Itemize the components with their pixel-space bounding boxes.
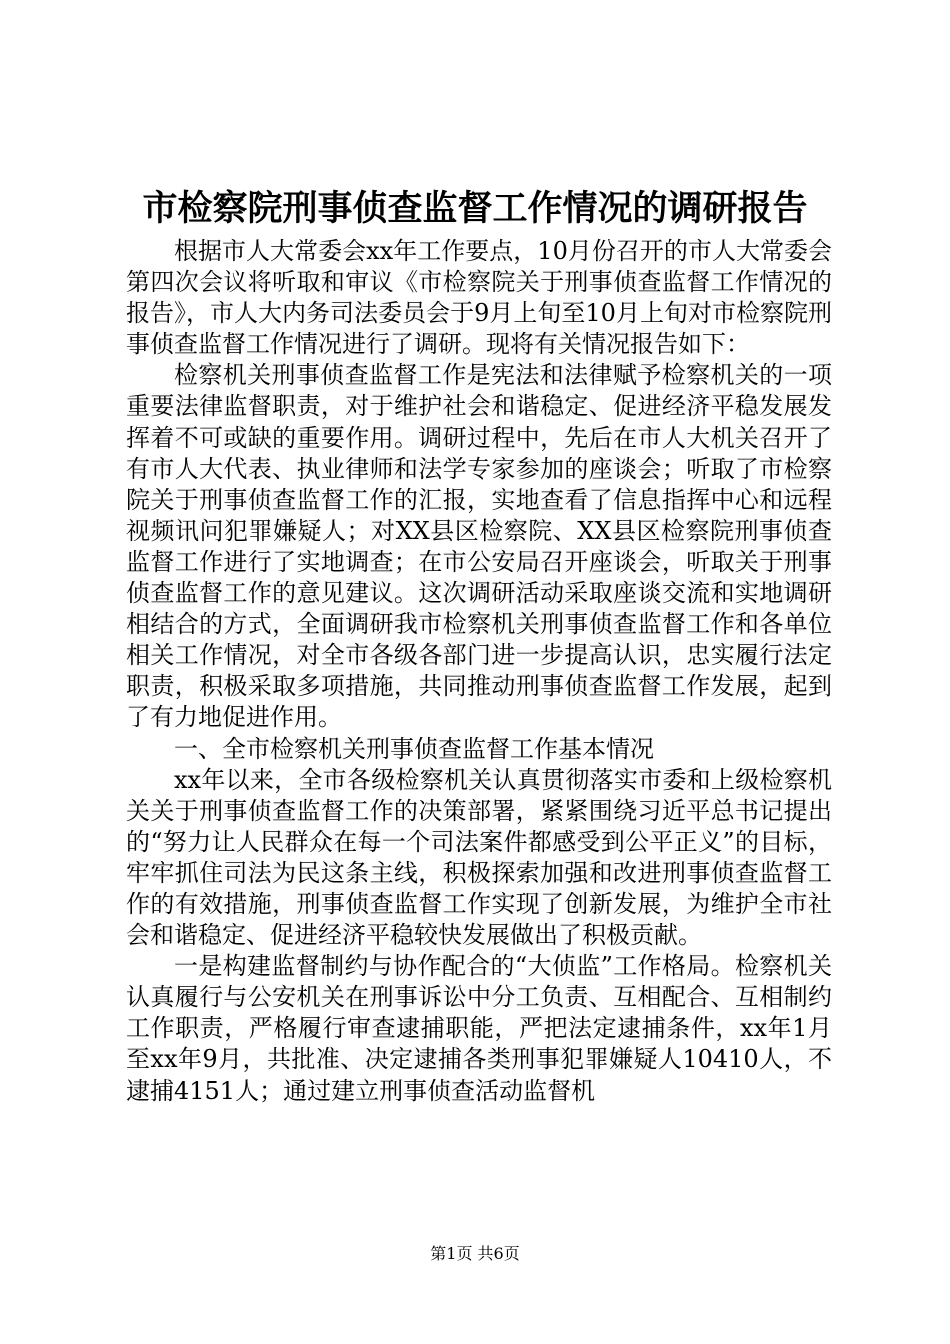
page-number-footer: 第1页 共6页 <box>430 1244 520 1263</box>
document-title: 市检察院刑事侦查监督工作情况的调研报告 <box>142 188 808 229</box>
paragraph-point-one: 一是构建监督制约与协作配合的“大侦监”工作格局。检察机关认真履行与公安机关在刑事诉讼中分工负责、互相配合、互相制约工作职责，严格履行审查逮捕职能，严把法定逮捕条件，xx年1月至xx年9月，共批准、决定逮捕各类刑事犯罪嫌疑人10410人，不逮捕4151人；通过建立刑事侦查活动监督机 <box>126 952 832 1105</box>
paragraph-intro: 根据市人大常委会xx年工作要点，10月份召开的市人大常委会第四次会议将听取和审议《市检察院关于刑事侦查监督工作情况的报告》，市人大内务司法委员会于9月上旬至10月上旬对市检察院刑事侦查监督工作情况进行了调研。现将有关情况报告如下： <box>126 237 832 359</box>
section-heading-1: 一、全市检察机关刑事侦查监督工作基本情况 <box>174 734 654 763</box>
paragraph-basic-situation: xx年以来，全市各级检察机关认真贯彻落实市委和上级检察机关关于刑事侦查监督工作的决策部署，紧紧围绕习近平总书记提出的“努力让人民群众在每一个司法案件都感受到公平正义”的目标，牢牢抓住司法为民这条主线，积极探索加强和改进刑事侦查监督工作的有效措施，刑事侦查监督工作实现了创新发展，为维护全市社会和谐稳定、促进经济平稳较快发展做出了积极贡献。 <box>126 765 832 950</box>
paragraph-overview: 检察机关刑事侦查监督工作是宪法和法律赋予检察机关的一项重要法律监督职责，对于维护社会和谐稳定、促进经济平稳发展发挥着不可或缺的重要作用。调研过程中，先后在市人大机关召开了有市人大代表、执业律师和法学专家参加的座谈会；听取了市检察院关于刑事侦查监督工作的汇报，实地查看了信息指挥中心和远程视频讯问犯罪嫌疑人；对XX县区检察院、XX县区检察院刑事侦查监督工作进行了实地调查；在市公安局召开座谈会，听取关于刑事侦查监督工作的意见建议。这次调研活动采取座谈交流和实地调研相结合的方式，全面调研我市检察机关刑事侦查监督工作和各单位相关工作情况，对全市各级各部门进一步提高认识，忠实履行法定职责，积极采取多项措施，共同推动刑事侦查监督工作发展，起到了有力地促进作用。 <box>126 361 832 732</box>
document-body <box>126 236 832 1107</box>
